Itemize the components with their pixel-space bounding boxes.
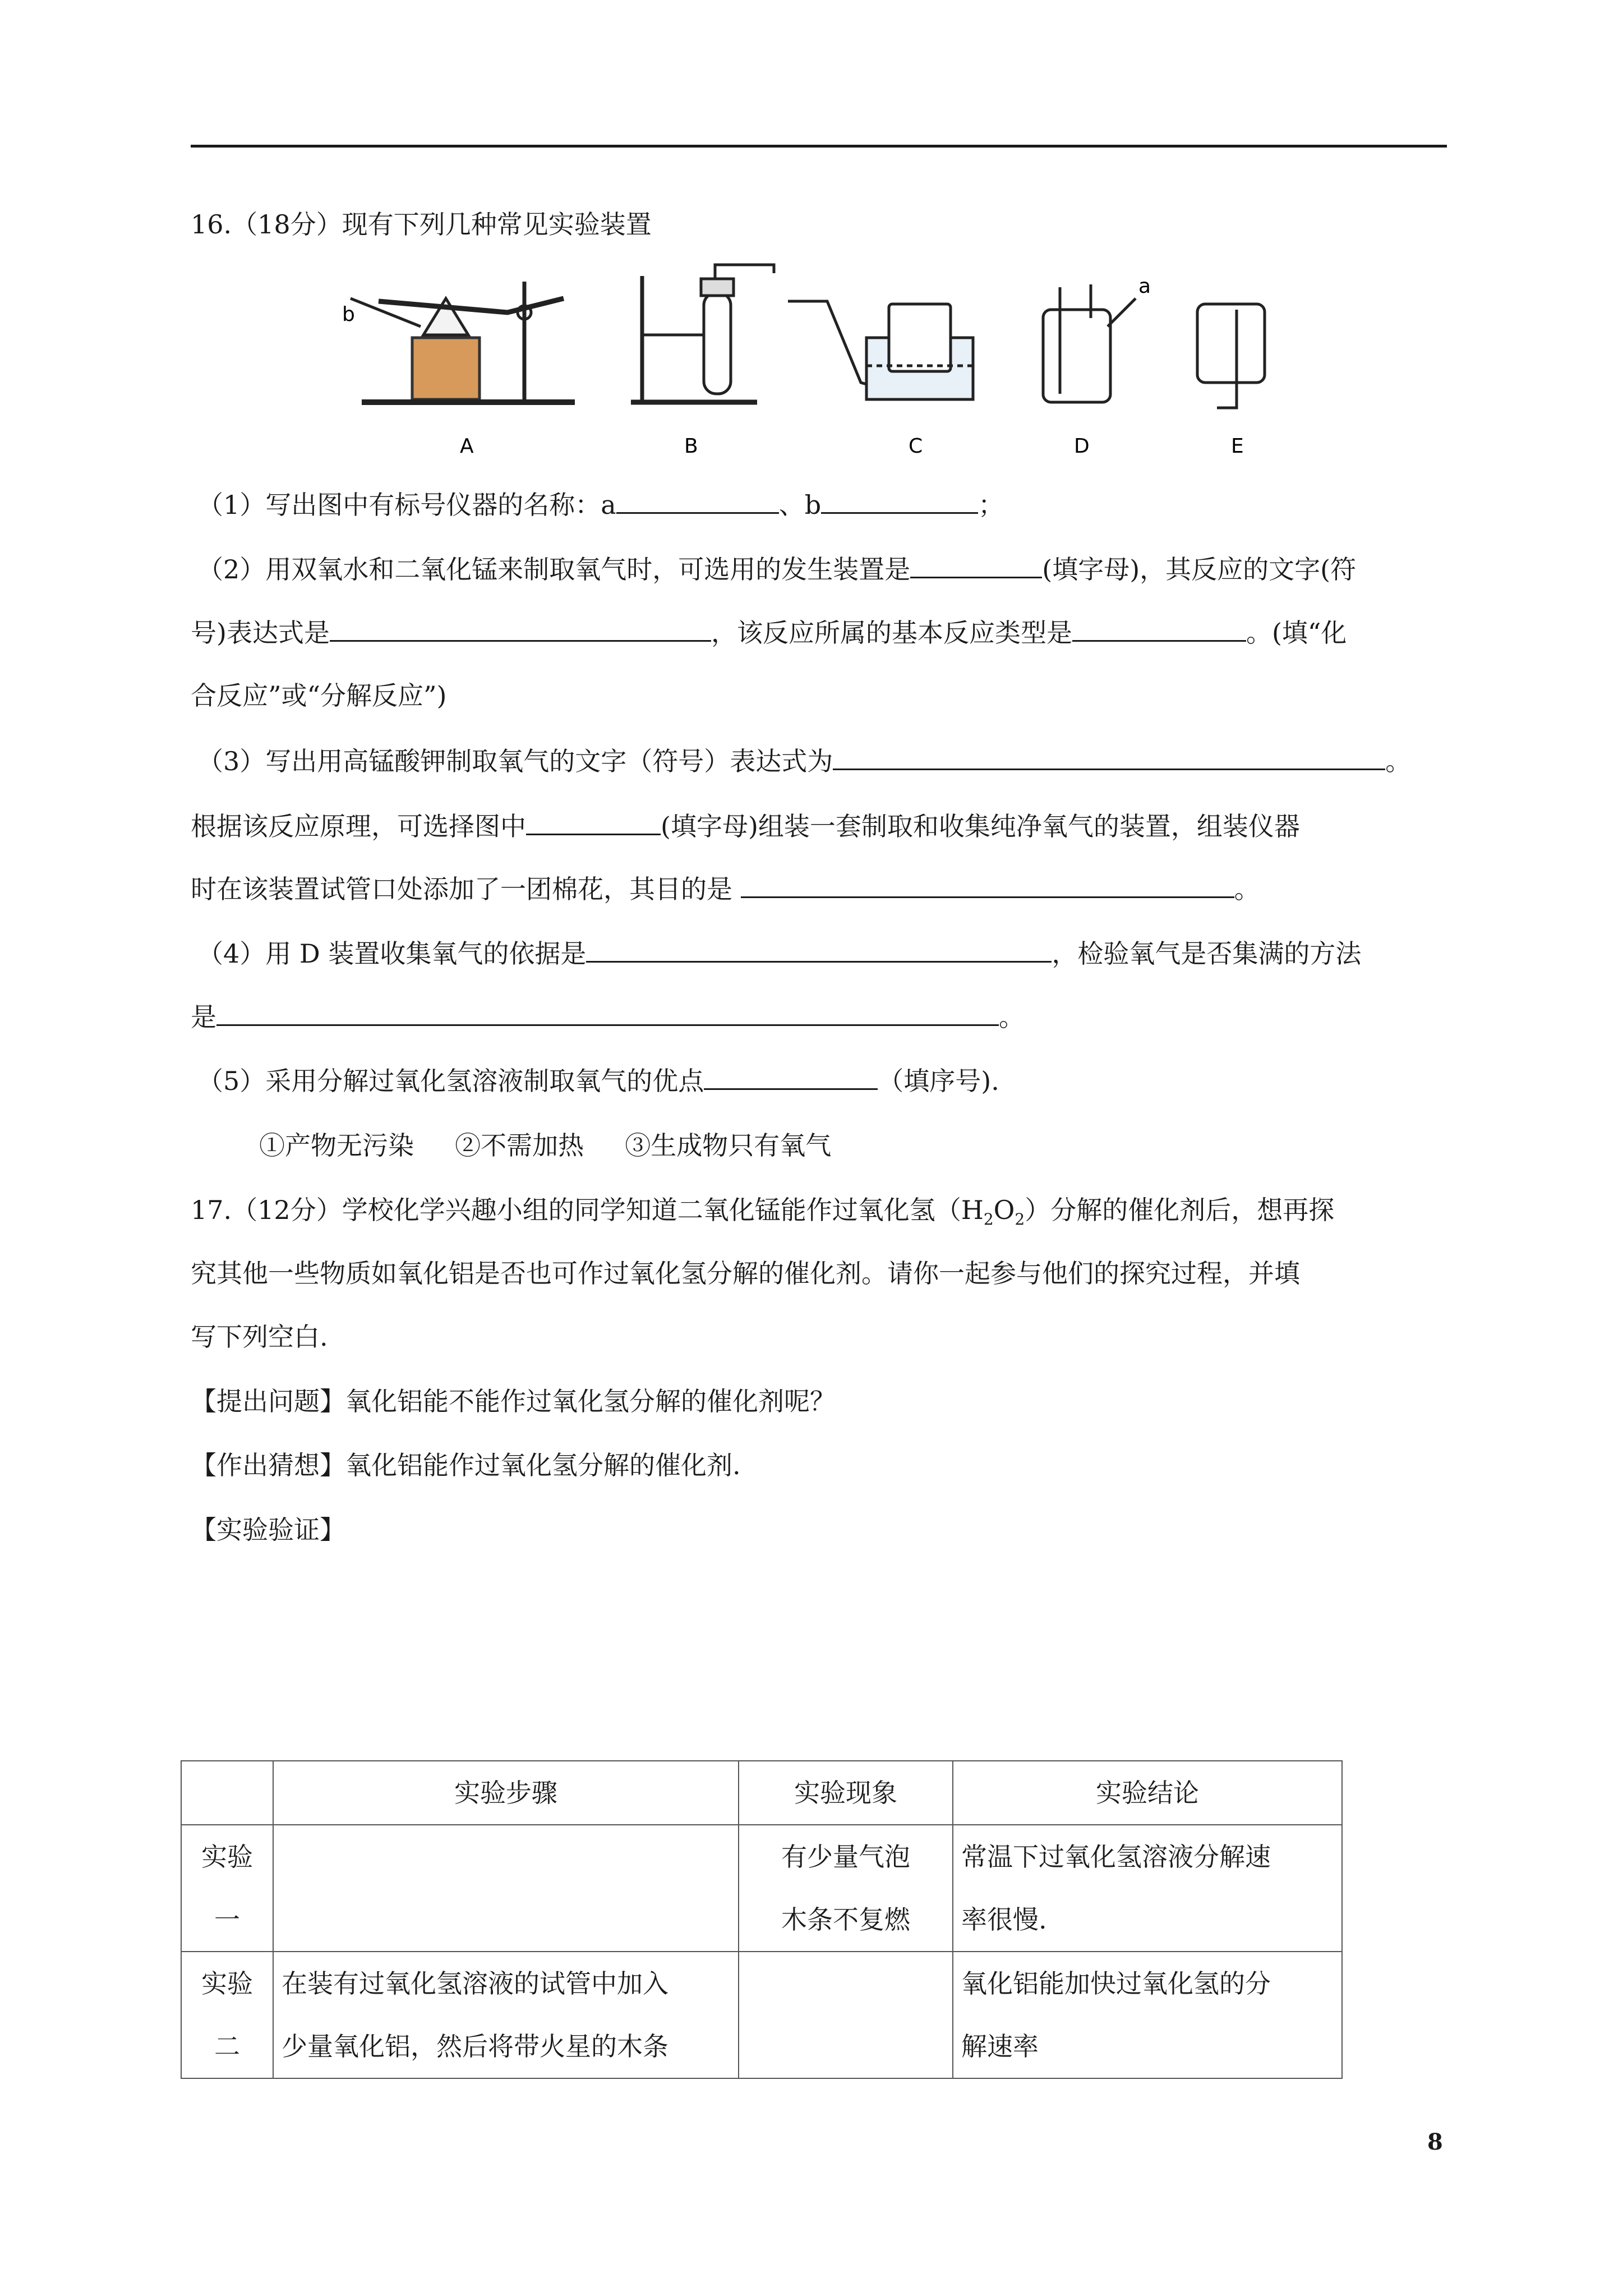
- q16-part4-line2: 是 。: [191, 1002, 1025, 1032]
- answer-blank[interactable]: [330, 616, 711, 642]
- q16-part4-line1: （4）用 D 装置收集氧气的依据是 ，检验氧气是否集满的方法: [197, 938, 1362, 969]
- label-c: C: [909, 435, 923, 458]
- apparatus-figure: [339, 259, 1310, 472]
- apparatus-a: [351, 282, 575, 402]
- conclusion-cell: 氧化铝能加快过氧化氢的分 解速率: [953, 1952, 1342, 2078]
- label-d: D: [1074, 435, 1090, 458]
- q16-part2-line1: （2）用双氧水和二氧化锰来制取氧气时，可选用的发生装置是 (填字母)，其反应的文字(符: [197, 554, 1357, 585]
- q16-title: 16.（18分）现有下列几种常见实验装置: [191, 209, 652, 240]
- q16-part3-line1: （3）写出用高锰酸钾制取氧气的文字（符号）表达式为 。: [197, 746, 1412, 776]
- phenomenon-cell[interactable]: [739, 1952, 953, 2078]
- q16-part2-line2: 号)表达式是 ，该反应所属的基本反应类型是 。(填“化: [191, 618, 1347, 648]
- phenomenon-cell: 有少量气泡 木条不复燃: [739, 1825, 953, 1952]
- answer-blank[interactable]: [616, 489, 779, 514]
- marker-a: a: [1138, 275, 1151, 298]
- apparatus-c: [788, 301, 973, 399]
- q17-verify-heading: 【实验验证】: [191, 1515, 345, 1545]
- answer-blank[interactable]: [216, 1001, 999, 1026]
- q17-hypothesis: 【作出猜想】氧化铝能作过氧化氢分解的催化剂.: [191, 1450, 741, 1480]
- q16-part1: （1）写出图中有标号仪器的名称：a 、b ；: [197, 490, 1004, 520]
- table-header-row: [181, 1761, 1342, 1825]
- step-cell: 在装有过氧化氢溶液的试管中加入 少量氧化铝，然后将带火星的木条: [273, 1952, 739, 2078]
- q17-line3: 写下列空白.: [191, 1322, 328, 1352]
- label-b: B: [684, 435, 698, 458]
- answer-blank[interactable]: [833, 745, 1385, 770]
- answer-blank[interactable]: [910, 553, 1042, 578]
- answer-blank[interactable]: [1072, 616, 1246, 642]
- table-header-cell: 实验现象: [739, 1761, 953, 1825]
- table-row: [181, 1825, 1342, 1952]
- marker-b: b: [342, 303, 355, 326]
- apparatus-d: [1043, 284, 1136, 402]
- answer-blank[interactable]: [704, 1065, 878, 1090]
- row-label: 实验 二: [181, 1952, 273, 2078]
- q16-part3-line2: 根据该反应原理，可选择图中 (填字母)组装一套制取和收集纯净氧气的装置，组装仪器: [191, 811, 1300, 841]
- q17-line1: 17.（12分）学校化学兴趣小组的同学知道二氧化锰能作过氧化氢$(H_2O_2)$分解的催化剂后，想再探: [191, 1195, 1335, 1229]
- apparatus-e: [1197, 304, 1265, 408]
- q17-line2: 究其他一些物质如氧化铝是否也可作过氧化氢分解的催化剂。请你一起参与他们的探究过程，并填: [191, 1258, 1300, 1289]
- answer-blank[interactable]: [821, 489, 978, 514]
- label-e: E: [1231, 435, 1244, 458]
- apparatus-b: [631, 265, 774, 402]
- answer-blank[interactable]: [526, 810, 661, 835]
- page-number: 8: [1427, 2129, 1443, 2155]
- q17-question: 【提出问题】氧化铝能不能作过氧化氢分解的催化剂呢？: [191, 1386, 836, 1416]
- table-row: [181, 1952, 1342, 2078]
- experiment-table: [181, 1760, 1343, 2079]
- q16-options: ①产物无污染 ②不需加热 ③生成物只有氧气: [259, 1130, 832, 1161]
- table-header-cell: [181, 1761, 273, 1825]
- label-a: A: [460, 435, 474, 458]
- q16-part2-line3: 合反应”或“分解反应”): [191, 680, 447, 711]
- answer-blank[interactable]: [586, 937, 1052, 963]
- step-cell[interactable]: [273, 1825, 739, 1952]
- conclusion-cell: 常温下过氧化氢溶液分解速 率很慢.: [953, 1825, 1342, 1952]
- q16-part3-line3: 时在该装置试管口处添加了一团棉花，其目的是 。: [191, 874, 1260, 904]
- row-label: 实验 一: [181, 1825, 273, 1952]
- header-rule: [191, 145, 1447, 148]
- table-header-cell: 实验步骤: [273, 1761, 739, 1825]
- q16-part5: （5）采用分解过氧化氢溶液制取氧气的优点 （填序号).: [197, 1066, 999, 1096]
- answer-blank[interactable]: [741, 873, 1234, 898]
- table-header-cell: 实验结论: [953, 1761, 1342, 1825]
